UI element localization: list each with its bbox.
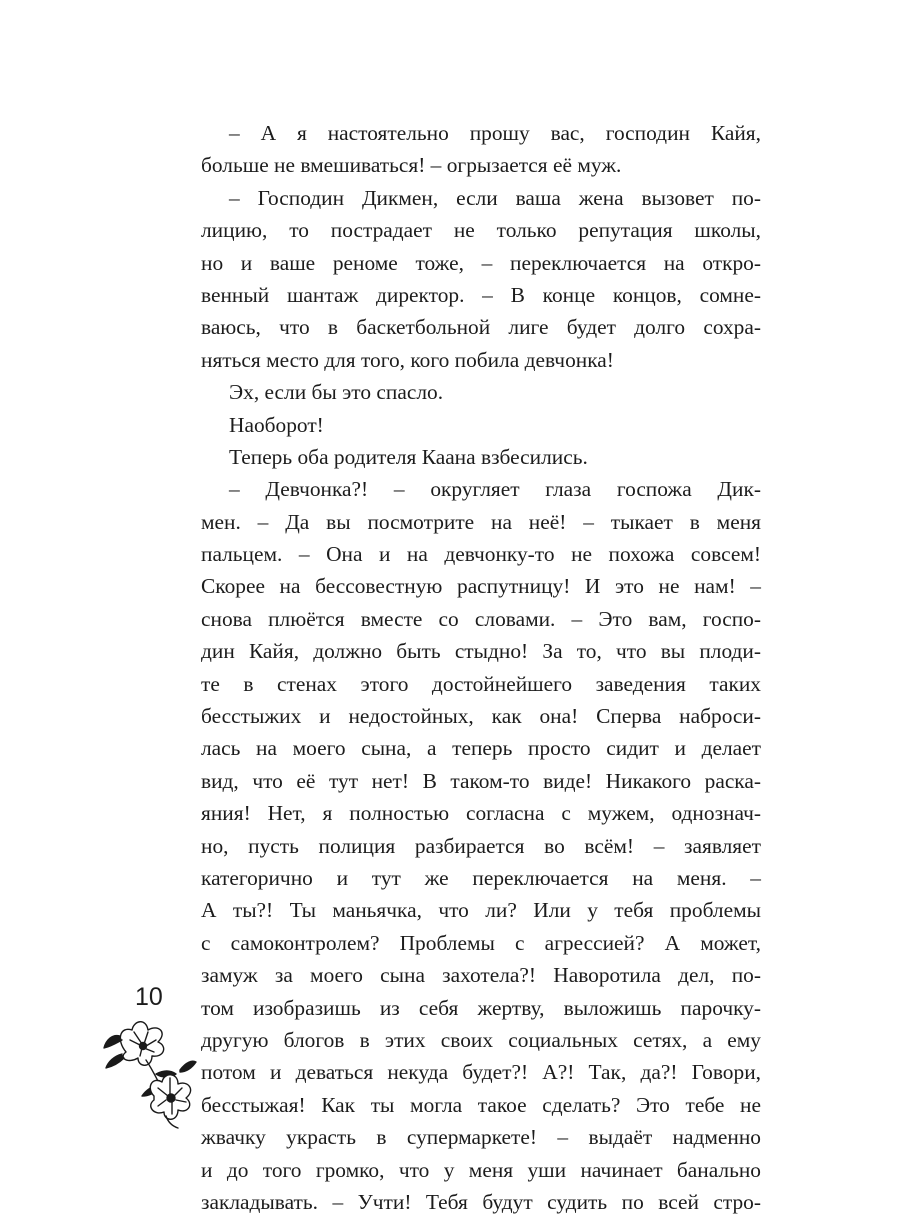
text-line: категорично и тут же переключается на меня. –	[201, 865, 761, 890]
text-line: с самоконтролем? Проблемы с агрессией? А может,	[201, 930, 761, 955]
text-line: няться место для того, кого побила девчонка!	[201, 347, 614, 372]
text-line: вид, что её тут нет! В таком-то виде! Никакого раска-	[201, 768, 761, 793]
text-line: Теперь оба родителя Каана взбесились.	[229, 444, 588, 469]
text-line: венный шантаж директор. – В конце концов, сомне-	[201, 282, 761, 307]
text-line: лицию, то пострадает не только репутация школы,	[201, 218, 761, 243]
text-line: – Девчонка?! – округляет глаза госпожа Дик-	[229, 477, 761, 502]
page-number: 10	[135, 983, 163, 1011]
text-line: Наоборот!	[229, 412, 324, 437]
text-line: но, пусть полиция разбирается во всём! – заявляет	[201, 833, 761, 858]
text-line: те в стенах этого достойнейшего заведения таких	[201, 671, 761, 696]
text-line: дин Кайя, должно быть стыдно! За то, что вы плоди-	[201, 639, 761, 664]
text-line: бесстыжих и недостойных, как она! Сперва наброси-	[201, 704, 761, 729]
text-line: Эх, если бы это спасло.	[229, 380, 444, 405]
text-line: мен. – Да вы посмотрите на неё! – тыкает в меня	[201, 509, 761, 534]
text-line: Скорее на бессовестную распутницу! И это не нам! –	[201, 574, 761, 599]
text-line: снова плюётся вместе со словами. – Это вам, госпо-	[201, 606, 761, 631]
text-line: потом и деваться некуда будет?! А?! Так, да?! Говори,	[201, 1060, 761, 1085]
text-line: ваюсь, что в баскетбольной лиге будет долго сохра-	[201, 315, 761, 340]
text-line: А ты?! Ты маньячка, что ли? Или у тебя проблемы	[201, 898, 761, 923]
text-line: жвачку украсть в супермаркете! – выдаёт надменно	[201, 1125, 761, 1150]
text-line: и до того громко, что у меня уши начинает банально	[201, 1157, 761, 1182]
text-line: пальцем. – Она и на девчонку-то не похожа совсем!	[201, 542, 761, 567]
text-line: больше не вмешиваться! – огрызается её муж.	[201, 153, 622, 178]
text-line: закладывать. – Учти! Тебя будут судить по всей стро-	[201, 1189, 761, 1214]
text-line: бесстыжая! Как ты могла такое сделать? Это тебе не	[201, 1092, 761, 1117]
text-line: том изобразишь из себя жертву, выложишь парочку-	[201, 995, 761, 1020]
text-line: другую блогов в этих своих социальных сетях, а ему	[201, 1027, 761, 1052]
text-line: замуж за моего сына захотела?! Наворотила дел, по-	[201, 963, 761, 988]
text-line: яния! Нет, я полностью согласна с мужем, однознач-	[201, 801, 761, 826]
text-line: – А я настоятельно прошу вас, господин Кайя,	[229, 121, 761, 145]
body-text	[201, 117, 761, 1218]
text-line: но и ваше реноме тоже, – переключается на откро-	[201, 250, 761, 275]
flower-sketch-icon	[98, 1010, 198, 1130]
text-line: – Господин Дикмен, если ваша жена вызовет по-	[229, 185, 761, 210]
text-line: лась на моего сына, а теперь просто сидит и делает	[201, 736, 761, 761]
